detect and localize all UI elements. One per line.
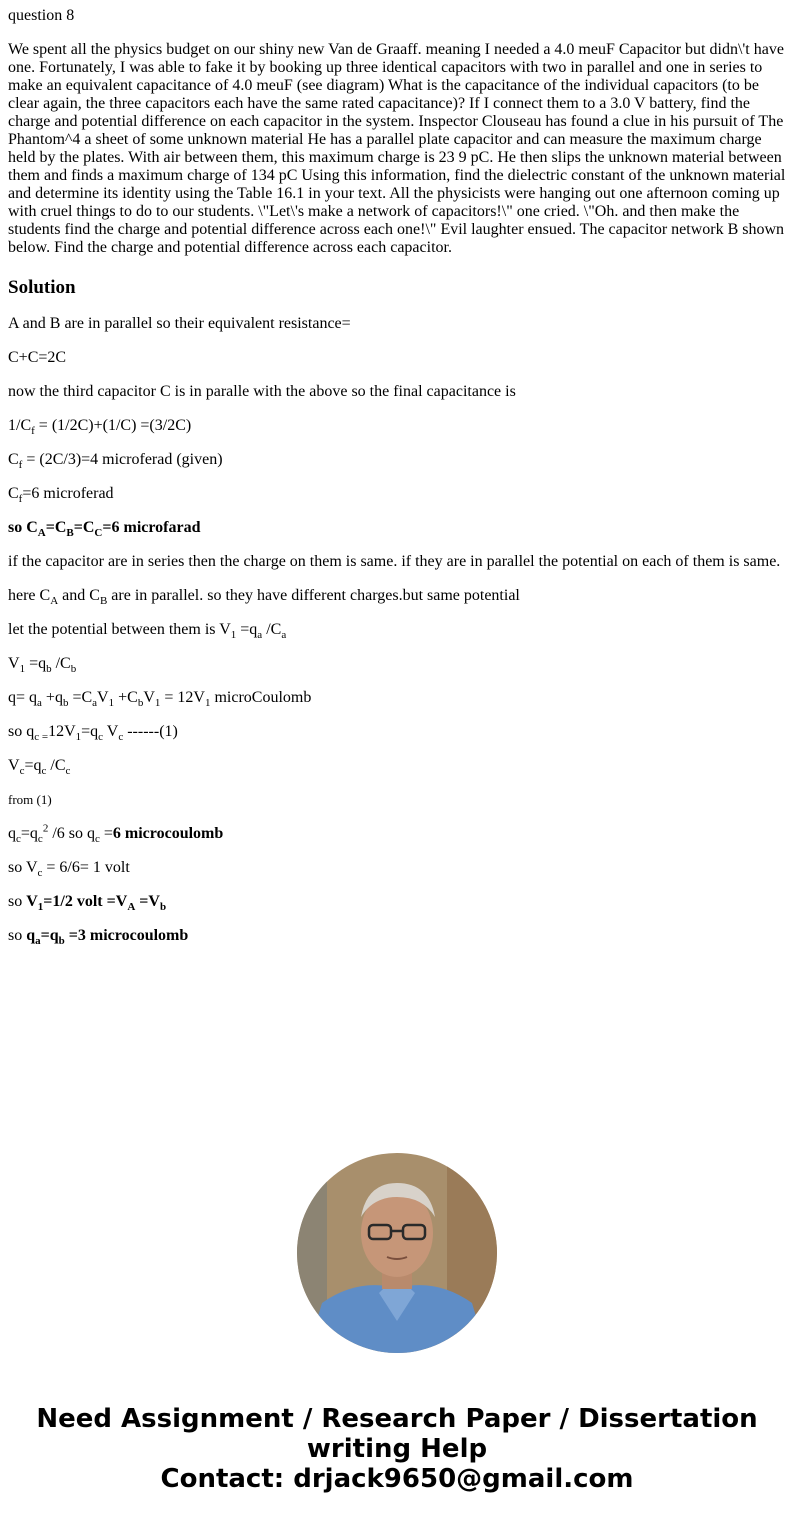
solution-heading: Solution: [8, 277, 76, 298]
solution-line-10: let the potential between them is $V_1 =q_a$ $/C_a$: [8, 621, 287, 642]
solution-line-5: $C_f = (2C/3)=4$ microferad (given): [8, 451, 223, 472]
solution-line-19: so $q_a=q_b =3$ microcoulomb: [8, 927, 189, 948]
solution-line-16: $q_c=q_c^2$ /6 so $q_c =6$ microcoulomb: [8, 822, 224, 846]
solution-line-15: from (1): [8, 792, 52, 807]
footer-contact: Contact: drjack9650@gmail.com: [160, 1464, 634, 1494]
document-body: [8, 0, 786, 948]
solution-line-4: $1/C_f = (1/2C)+(1/C) =(3/2C)$: [8, 417, 192, 438]
avatar-portrait: [297, 1153, 497, 1353]
question-title: question 8: [8, 7, 75, 24]
solution-line-2: C+C=2C: [8, 349, 67, 366]
solution-line-3: now the third capacitor C is in paralle with the above so the final capacitance is: [8, 383, 516, 400]
solution-line-1: A and B are in parallel so their equivalent resistance=: [8, 315, 351, 332]
solution-line-11: $V_1 =q_b$ $/C_b$: [8, 655, 77, 676]
solution-line-18: so $V_1=1/2$ volt $=V_A =V_b$: [8, 893, 167, 914]
footer-banner: [0, 1404, 794, 1494]
solution-line-6: $C_f=6$ microferad: [8, 485, 114, 506]
solution-line-13: so $q_{c =}12V_1=q_c$ $V_c$ ------(1): [8, 723, 178, 744]
avatar: [297, 1153, 497, 1353]
solution-line-9: here $C_A$ and $C_B$ are in parallel. so they have different charges.but same potential: [8, 587, 520, 608]
solution-line-14: $V_c=q_c$ $/C_c$: [8, 757, 71, 778]
solution-line-7: so $C_A=C_B=C_C=6$ microfarad: [8, 519, 201, 540]
footer-line-2: writing Help: [306, 1434, 488, 1464]
question-text: We spent all the physics budget on our shiny new Van de Graaff. meaning I needed a 4.0 meuF Capacitor but didn\'t have one. Fortunately, I was able to fake it by booking up three identical capacitors with two in parallel and one in series to make an equivalent capacitance of 4.0 meuF (see diagram) What is the capacitance of the individual capacitors (to be clear again, the three capacitors each have the same rated capacitance)? If I connect them to a 3.0 V battery, find the charge and potential difference on each capacitor in the system. Inspector Clouseau has found a clue in his pursuit of The Phantom^4 a sheet of some unknown material He has a parallel plate capacitor and can measure the maximum charge held by the plates. With air between them, this maximum charge is 23 9 pC. He then slips the unknown material between them and finds a maximum charge of 134 pC Using this information, find the dielectric constant of the unknown material and determine its identity using the Table 16.1 in your text. All the physicists were hanging out one afternoon coming up with cruel things to do to our students. \"Let\'s make a network of capacitors!\" one cried. \"Oh. and then make the students find the charge and potential difference across each one!\" Evil laughter ensued. The capacitor network B shown below. Find the charge and potential difference across each capacitor.: [8, 41, 786, 256]
solution-line-12: $q= q_a +q_b =C_aV_1 +C_bV_1 = 12V_1$ microCoulomb: [8, 689, 312, 710]
avatar-wall-left: [297, 1153, 327, 1353]
footer-line-1: Need Assignment / Research Paper / Dissertation: [36, 1404, 758, 1434]
solution-line-17: so $V_c = 6/6= 1$ volt: [8, 859, 130, 880]
solution-line-8: if the capacitor are in series then the charge on them is same. if they are in parallel the potential on each of them is same.: [8, 553, 781, 570]
